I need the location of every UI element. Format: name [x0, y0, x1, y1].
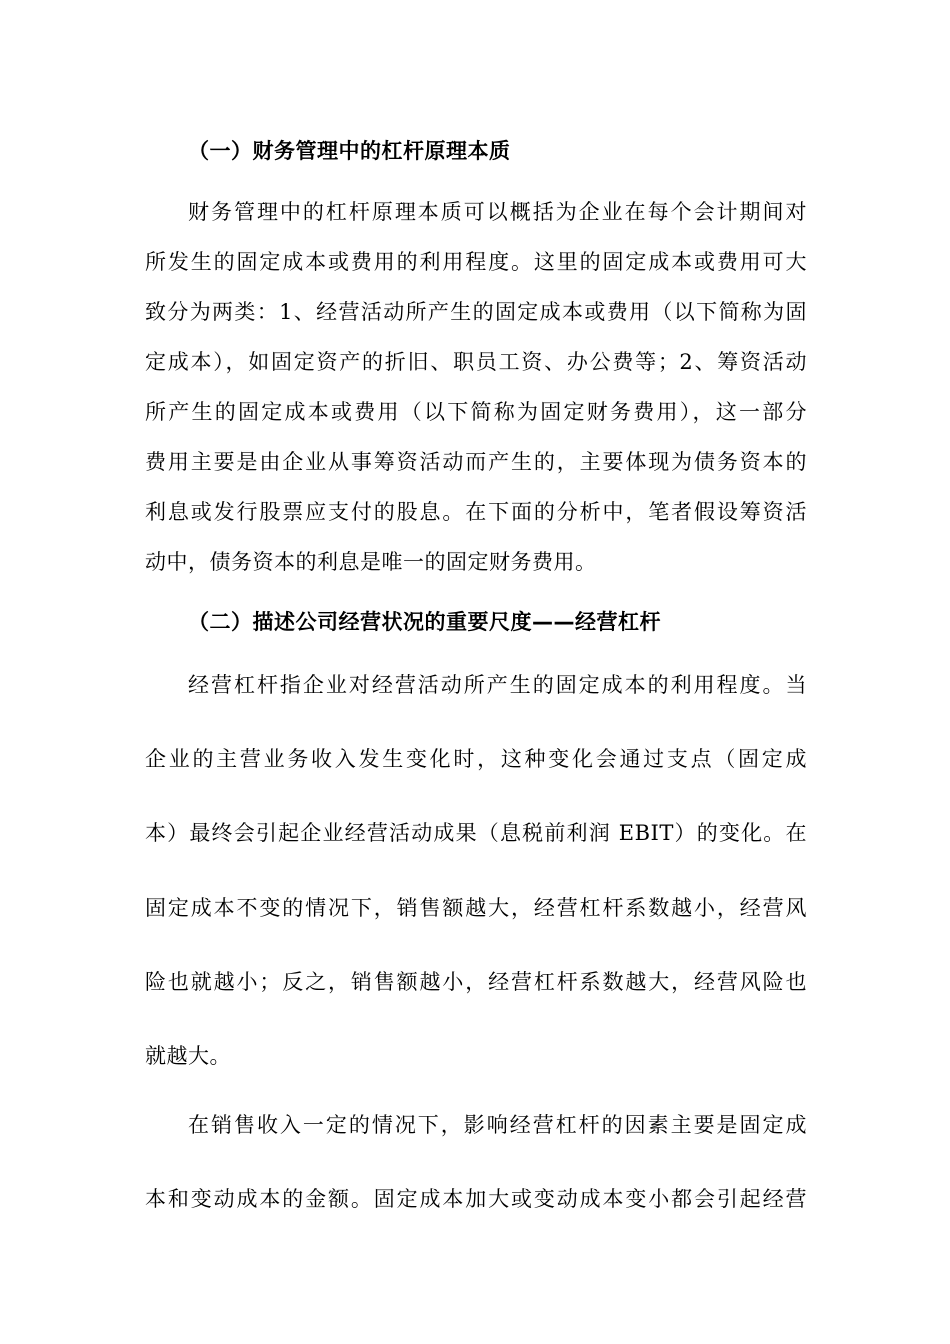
paragraph-line: 利息或发行股票应支付的股息。在下面的分析中，笔者假设筹资活	[145, 500, 807, 524]
paragraph-line: 企业的主营业务收入发生变化时，这种变化会通过支点（固定成	[145, 747, 807, 771]
section-heading-operating-leverage: （二）描述公司经营状况的重要尺度——经营杠杆	[188, 610, 661, 634]
section-heading-leverage-essence: （一）财务管理中的杠杆原理本质	[188, 139, 511, 163]
paragraph-line: 固定成本不变的情况下，销售额越大，经营杠杆系数越小，经营风	[145, 896, 807, 920]
paragraph-line: 经营杠杆指企业对经营活动所产生的固定成本的利用程度。当	[188, 673, 807, 697]
paragraph-line: 动中，债务资本的利息是唯一的固定财务费用。	[145, 550, 597, 574]
paragraph-line: 费用主要是由企业从事筹资活动而产生的，主要体现为债务资本的	[145, 450, 807, 474]
paragraph-line: 致分为两类：1、经营活动所产生的固定成本或费用（以下简称为固	[145, 300, 807, 324]
paragraph-line: 在销售收入一定的情况下，影响经营杠杆的因素主要是固定成	[188, 1113, 807, 1137]
paragraph-line: 所产生的固定成本或费用（以下简称为固定财务费用），这一部分	[145, 400, 807, 424]
paragraph-line: 所发生的固定成本或费用的利用程度。这里的固定成本或费用可大	[145, 250, 807, 274]
paragraph-line: 就越大。	[145, 1044, 231, 1068]
paragraph-line: 险也就越小；反之，销售额越小，经营杠杆系数越大，经营风险也	[145, 970, 807, 994]
paragraph-line: 本）最终会引起企业经营活动成果（息税前利润 EBIT）的变化。在	[145, 821, 807, 845]
paragraph-line: 定成本），如固定资产的折旧、职员工资、办公费等；2、筹资活动	[145, 350, 807, 374]
paragraph-line: 本和变动成本的金额。固定成本加大或变动成本变小都会引起经营	[145, 1187, 807, 1211]
paragraph-line: 财务管理中的杠杆原理本质可以概括为企业在每个会计期间对	[188, 200, 807, 224]
